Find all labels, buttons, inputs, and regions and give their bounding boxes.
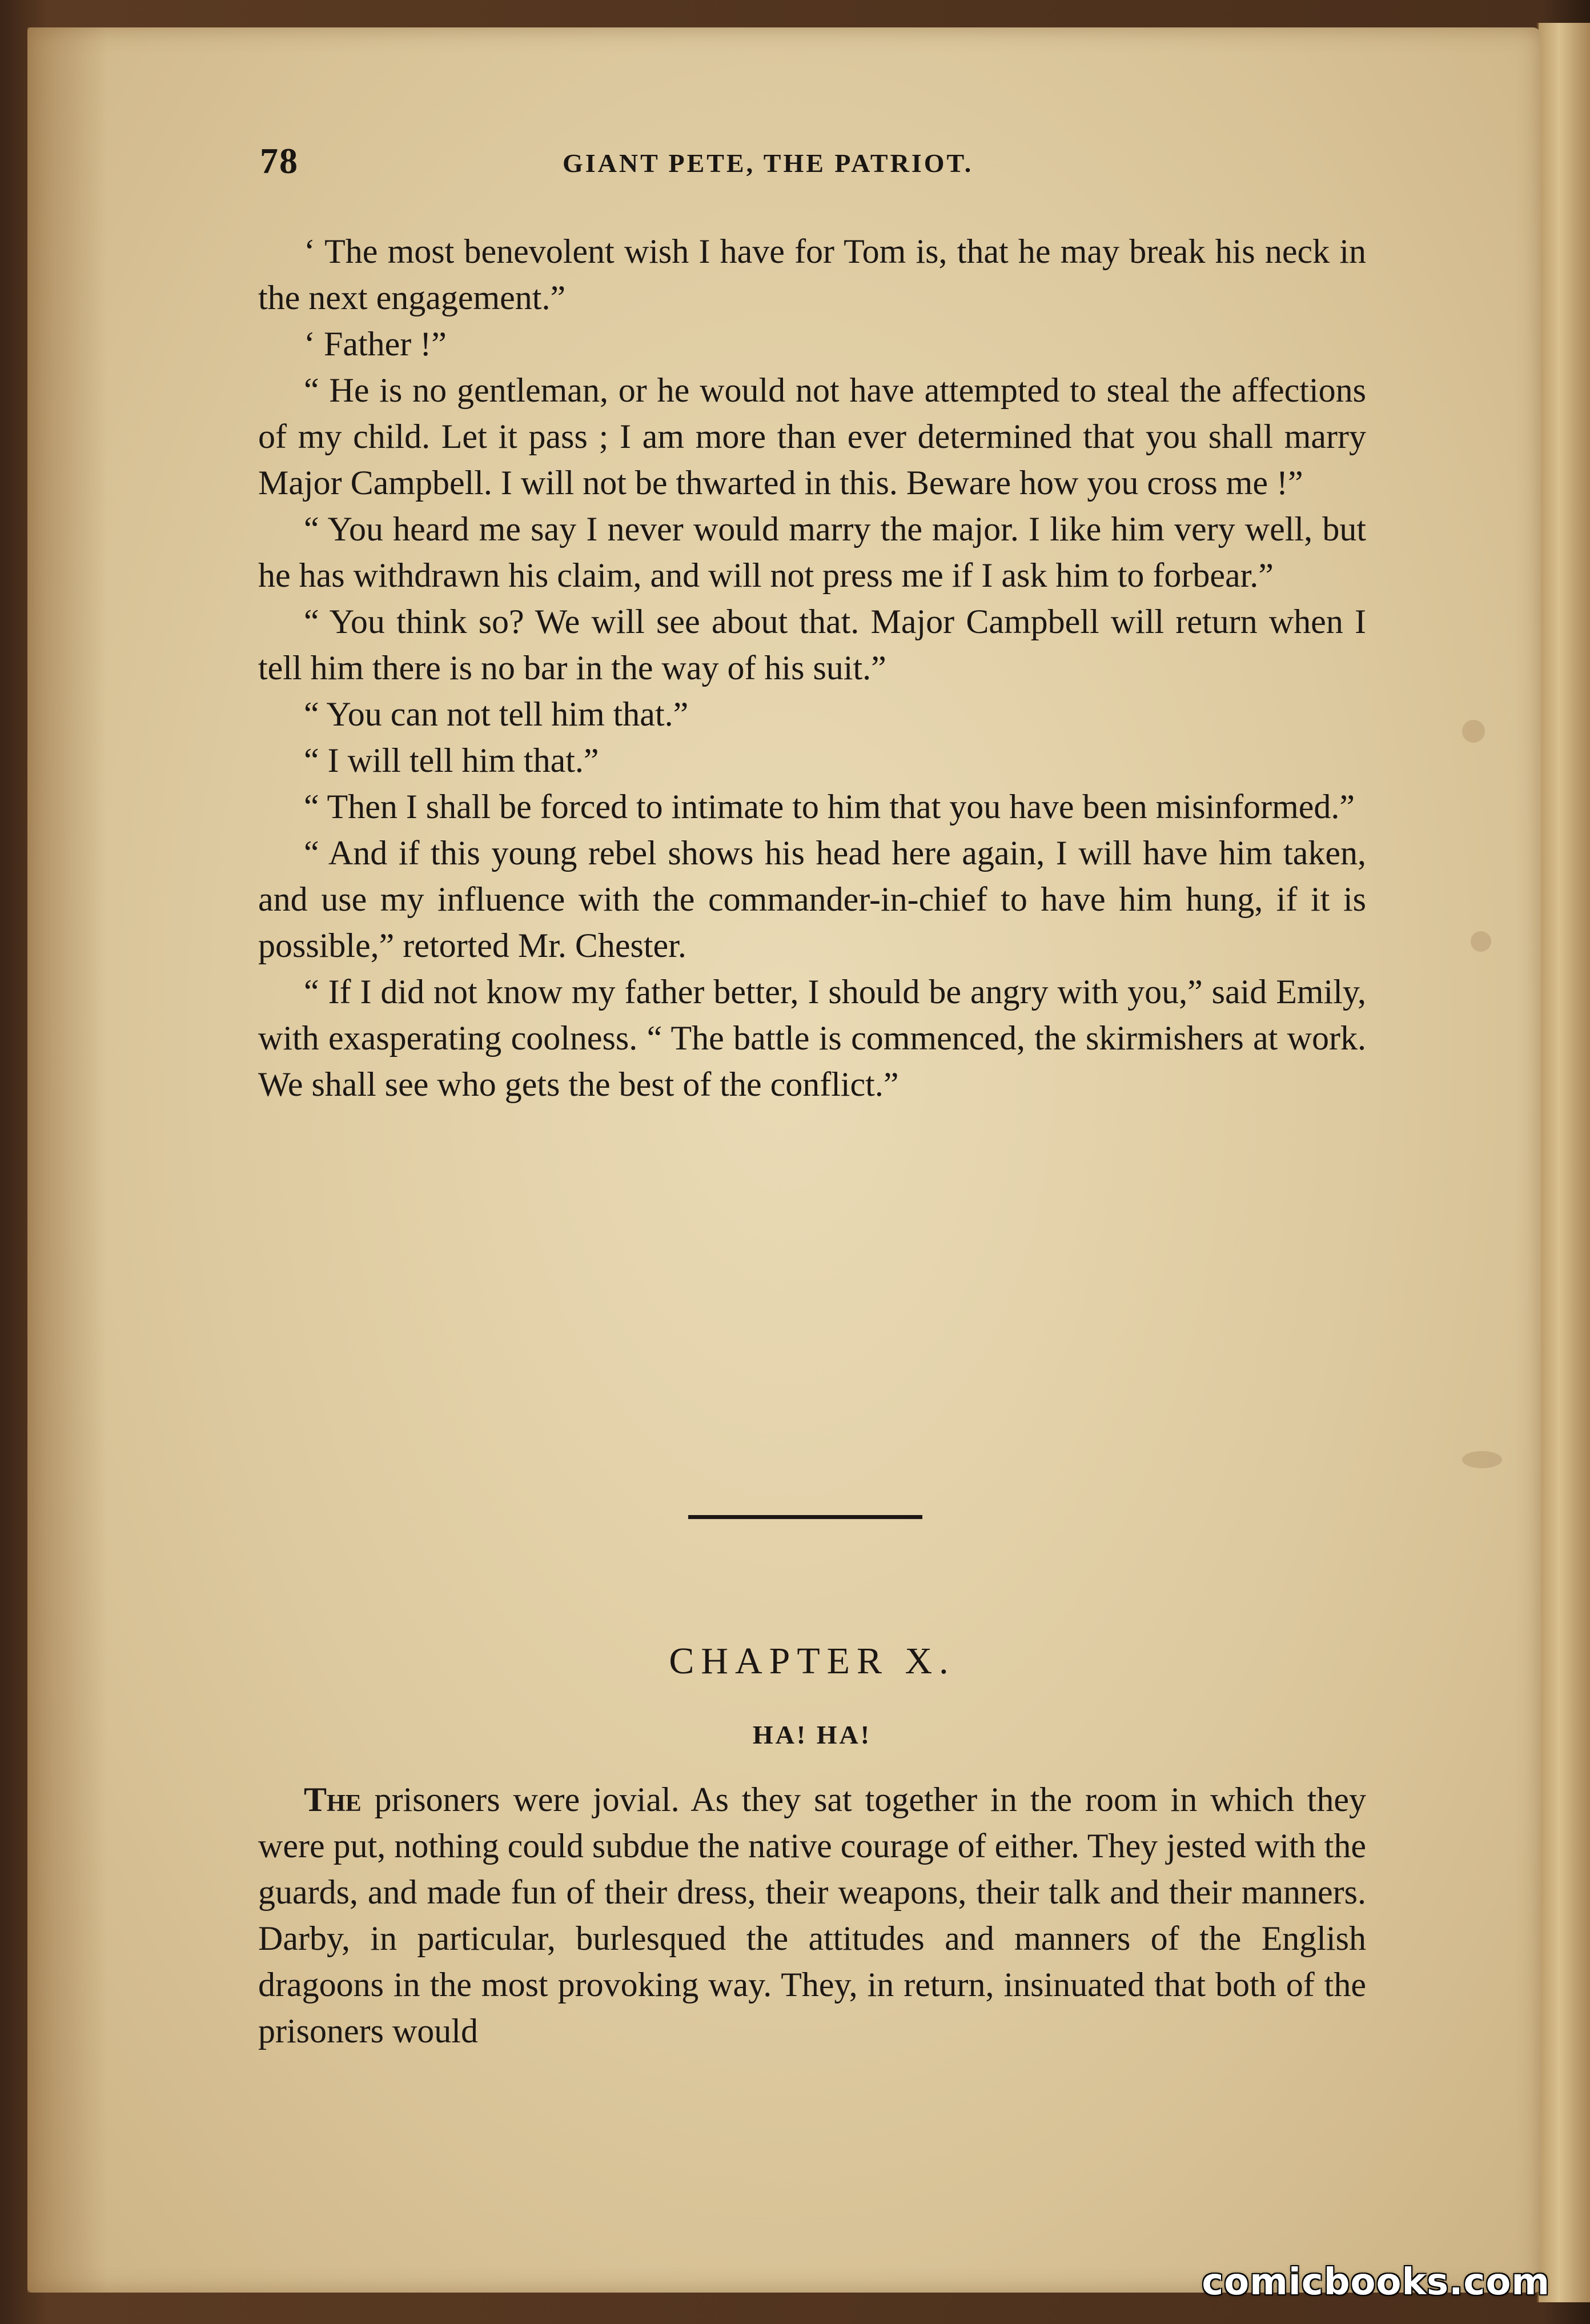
- chapter-first-paragraph: [258, 1777, 1366, 2054]
- page-number: 78: [260, 141, 299, 181]
- paragraph: “ I will tell him that.”: [304, 742, 599, 779]
- paragraph: “ And if this young rebel shows his head here again, I will have him taken, and use my influence with the commander-in-chief to have him hung, if it is possible,” retorted Mr. Chester.: [258, 834, 1366, 964]
- dialogue-text: [258, 229, 1366, 1108]
- chapter-body: [258, 1777, 1366, 2054]
- next-page-edge: [1537, 23, 1590, 2302]
- paragraph-text: prisoners were jovial. As they sat together in the room in which they were put, nothing could subdue the native courage of either. They jested with the guards, and made fun of their dress, their weapons, their talk and their manners. Darby, in particular, burlesqued the attitudes and manners of the English dragoons in the most provoking way. They, in return, insinuated that both of the prisoners would: [258, 1781, 1367, 2050]
- chapter-heading: CHAPTER X.: [669, 1640, 955, 1682]
- paper-stain: [1471, 931, 1491, 952]
- lead-word: The: [304, 1781, 362, 1818]
- chapter-subtitle: HA! HA!: [752, 1720, 872, 1749]
- paper-stain: [1462, 720, 1485, 743]
- paragraph: ‘ Father !”: [304, 325, 447, 363]
- paragraph: “ He is no gentleman, or he would not have attempted to steal the affections of my child. Let it pass ; I am more than ever determined that you shall marry Major Campbell. I will not be thwarted in this. Beware how you cross me !”: [258, 371, 1366, 502]
- paragraph: “ You think so? We will see about that. Major Campbell will return when I tell him there is no bar in the way of his suit.”: [258, 603, 1366, 687]
- paragraph: ‘ The most benevolent wish I have for Tom is, that he may break his neck in the next engagement.”: [258, 233, 1366, 316]
- page-gutter: [27, 27, 107, 2293]
- running-head: [260, 140, 1368, 186]
- section-divider: [688, 1515, 922, 1519]
- paper-stain: [1462, 1451, 1502, 1468]
- paragraph: “ You can not tell him that.”: [304, 695, 689, 733]
- paragraph: “ Then I shall be forced to intimate to him that you have been misinformed.”: [304, 788, 1355, 826]
- paragraph: “ If I did not know my father better, I should be angry with you,” said Emily, with exasperating coolness. “ The battle is commenced, the skirmishers at work. We shall see who gets the best of the conflict.”: [258, 973, 1366, 1103]
- paragraph: “ You heard me say I never would marry the major. I like him very well, but he has withdrawn his claim, and will not press me if I ask him to forbear.”: [258, 510, 1366, 594]
- watermark-logo: comicbooks.com: [1202, 2261, 1550, 2303]
- running-title: GIANT PETE, THE PATRIOT.: [563, 149, 974, 178]
